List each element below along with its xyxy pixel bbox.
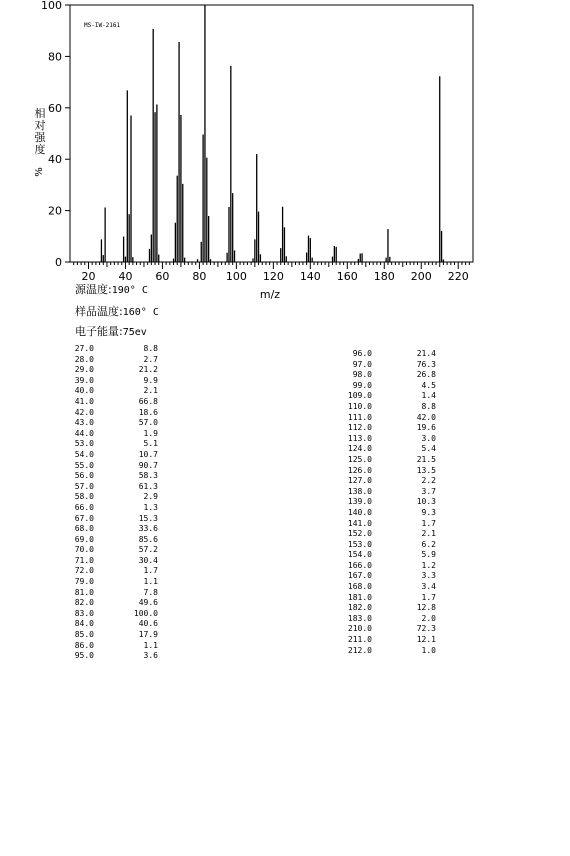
peak-intensity: 1.7 [421,592,436,602]
peak-intensity: 10.7 [138,449,158,459]
peak-mz: 43.0 [74,418,94,428]
peak-row [332,508,436,519]
peak-mz: 70.0 [74,545,94,555]
y-axis-label-text [33,108,47,156]
peak-mz: 82.0 [74,598,94,608]
peak-intensity: 3.0 [421,433,436,443]
peak-intensity: 2.0 [421,613,436,623]
peak-mz: 97.0 [352,359,372,369]
peak-row [332,349,436,360]
peak-row [332,624,436,635]
peak-intensity: 61.3 [138,481,158,491]
peak-row [332,476,436,487]
peak-row [54,641,158,652]
peak-mz: 111.0 [347,412,372,422]
peak-mz: 67.0 [74,513,94,523]
peak-mz: 71.0 [74,555,94,565]
peak-intensity: 7.8 [143,587,158,597]
peak-intensity: 1.3 [143,502,158,512]
electron-energy-label: 电子能量: [75,325,123,338]
peak-mz: 29.0 [74,365,94,375]
peak-intensity: 3.3 [421,571,436,581]
peak-intensity: 6.2 [421,539,436,549]
peak-row [54,514,158,525]
source-temperature-value: 190° C [111,285,148,296]
peak-row [332,519,436,530]
sample-temperature [75,303,159,319]
peak-row [332,444,436,455]
peak-mz: 69.0 [74,534,94,544]
peak-intensity: 12.8 [416,603,436,613]
x-tick-label: 20 [81,270,96,283]
spectrum-id: MS-IW-2161 [84,22,121,29]
peak-mz: 167.0 [347,571,372,581]
peak-intensity: 10.3 [416,497,436,507]
peak-intensity: 1.4 [421,391,436,401]
peak-row [332,646,436,657]
y-axis-label-char: 对 [34,119,46,132]
peak-intensity: 19.6 [416,423,436,433]
peak-intensity: 57.0 [138,418,158,428]
x-tick-label: 120 [262,270,284,283]
peak-row [54,588,158,599]
electron-energy-value: 75ev [122,327,147,338]
peak-intensity: 26.8 [416,370,436,380]
peak-mz: 55.0 [74,460,94,470]
peak-mz: 182.0 [347,603,372,613]
peak-intensity: 21.5 [416,454,436,464]
peak-row [332,413,436,424]
peak-intensity: 30.4 [138,555,158,565]
peak-mz: 81.0 [74,587,94,597]
peak-intensity: 33.6 [138,524,158,534]
peak-mz: 124.0 [347,444,372,454]
peak-mz: 83.0 [74,608,94,618]
peak-row [332,529,436,540]
peak-mz: 110.0 [347,401,372,411]
peak-mz: 166.0 [347,560,372,570]
peak-row [54,355,158,366]
peak-mz: 210.0 [347,624,372,634]
y-tick-label: 60 [48,101,62,115]
peak-intensity: 1.0 [421,645,436,655]
peak-row [54,386,158,397]
x-tick-label: 220 [447,270,469,283]
electron-energy [75,323,147,339]
peak-mz: 126.0 [347,465,372,475]
peak-intensity: 1.1 [143,577,158,587]
peak-table-right [332,349,436,656]
peak-row [332,391,436,402]
peak-row [54,566,158,577]
peak-intensity: 1.1 [143,640,158,650]
peak-intensity: 18.6 [138,407,158,417]
peak-intensity: 57.2 [138,545,158,555]
peak-row [54,609,158,620]
mass-spectrum-chart [0,0,570,300]
sample-temperature-value: 160° C [122,307,159,318]
y-tick-label: 20 [48,204,62,218]
peak-row [332,434,436,445]
peak-mz: 40.0 [74,386,94,396]
peak-mz: 57.0 [74,481,94,491]
peak-row [54,619,158,630]
x-tick-label: 80 [192,270,207,283]
y-tick-label: 0 [55,256,62,269]
x-axis-label: m/z [259,288,281,300]
peak-row [54,471,158,482]
peak-intensity: 1.7 [421,518,436,528]
peak-intensity: 100.0 [133,608,158,618]
peak-row [54,630,158,641]
peak-intensity: 2.2 [421,476,436,486]
peak-row [54,450,158,461]
peak-row [332,497,436,508]
peak-intensity: 8.8 [421,401,436,411]
peak-row [54,545,158,556]
y-axis-label-char: 度 [34,143,46,156]
peak-mz: 68.0 [74,524,94,534]
source-temperature [75,281,148,297]
peak-intensity: 21.2 [138,365,158,375]
peak-mz: 98.0 [352,370,372,380]
peak-mz: 72.0 [74,566,94,576]
x-tick-label: 200 [410,270,432,283]
peak-intensity: 3.6 [143,651,158,661]
peak-mz: 53.0 [74,439,94,449]
peak-row [332,360,436,371]
peak-intensity: 21.4 [416,349,436,358]
peak-mz: 212.0 [347,645,372,655]
peak-intensity: 13.5 [416,465,436,475]
peak-row [54,524,158,535]
peak-row [54,651,158,662]
peak-intensity: 5.9 [421,550,436,560]
peak-row [332,571,436,582]
y-axis-label [33,108,47,178]
peak-mz: 113.0 [347,433,372,443]
peak-mz: 96.0 [352,349,372,358]
peak-intensity: 2.9 [143,492,158,502]
peak-row [332,582,436,593]
peak-row [332,593,436,604]
peak-row [332,614,436,625]
x-tick-label: 160 [336,270,358,283]
peak-intensity: 42.0 [416,412,436,422]
peak-row [54,418,158,429]
x-tick-label: 40 [118,270,133,283]
peak-row [54,556,158,567]
peak-mz: 152.0 [347,529,372,539]
peak-intensity: 58.3 [138,471,158,481]
peak-mz: 183.0 [347,613,372,623]
peak-mz: 39.0 [74,375,94,385]
peak-row [54,429,158,440]
peak-row [54,535,158,546]
peak-row [332,370,436,381]
peak-mz: 84.0 [74,619,94,629]
peak-intensity: 66.8 [138,396,158,406]
peak-mz: 56.0 [74,471,94,481]
peak-row [54,503,158,514]
y-axis-label-char: 强 [34,131,46,144]
peak-intensity: 49.6 [138,598,158,608]
peak-mz: 181.0 [347,592,372,602]
y-axis-label-char: 相 [34,107,46,120]
peak-mz: 99.0 [352,380,372,390]
peak-mz: 140.0 [347,507,372,517]
x-tick-label: 100 [225,270,247,283]
peak-row [54,598,158,609]
peak-mz: 42.0 [74,407,94,417]
peak-mz: 112.0 [347,423,372,433]
peak-row [332,381,436,392]
peak-row [332,423,436,434]
peak-mz: 44.0 [74,428,94,438]
peak-row [54,344,158,355]
peak-row [332,487,436,498]
peak-row [332,603,436,614]
peak-row [332,540,436,551]
peak-intensity: 5.4 [421,444,436,454]
peak-row [54,376,158,387]
sample-temperature-label: 样品温度: [75,305,123,318]
peak-row [332,402,436,413]
peak-mz: 109.0 [347,391,372,401]
peak-mz: 95.0 [74,651,94,661]
peak-mz: 41.0 [74,396,94,406]
peak-intensity: 2.7 [143,354,158,364]
peak-mz: 58.0 [74,492,94,502]
peak-intensity: 5.1 [143,439,158,449]
peak-mz: 27.0 [74,344,94,353]
peak-row [54,439,158,450]
peak-intensity: 1.2 [421,560,436,570]
peak-intensity: 1.9 [143,428,158,438]
peak-mz: 85.0 [74,630,94,640]
peak-mz: 139.0 [347,497,372,507]
y-tick-label: 80 [48,50,62,64]
peak-mz: 127.0 [347,476,372,486]
peak-row [332,466,436,477]
peak-row [54,397,158,408]
peak-mz: 86.0 [74,640,94,650]
peak-intensity: 40.6 [138,619,158,629]
y-axis-unit: % [34,167,45,177]
peak-intensity: 85.6 [138,534,158,544]
peak-mz: 54.0 [74,449,94,459]
peak-mz: 125.0 [347,454,372,464]
peak-mz: 66.0 [74,502,94,512]
peak-intensity: 3.7 [421,486,436,496]
peak-row [54,577,158,588]
peak-intensity: 2.1 [421,529,436,539]
x-axis [74,262,470,283]
peak-row [332,455,436,466]
peak-mz: 138.0 [347,486,372,496]
peak-row [54,482,158,493]
peak-intensity: 9.9 [143,375,158,385]
peak-row [54,408,158,419]
peak-mz: 153.0 [347,539,372,549]
peak-intensity: 15.3 [138,513,158,523]
peak-intensity: 3.4 [421,582,436,592]
peak-intensity: 4.5 [421,380,436,390]
peak-row [54,461,158,472]
peak-intensity: 76.3 [416,359,436,369]
peak-intensity: 72.3 [416,624,436,634]
source-temperature-label: 源温度: [75,283,112,296]
peak-row [332,550,436,561]
peak-mz: 28.0 [74,354,94,364]
peak-mz: 154.0 [347,550,372,560]
peak-intensity: 90.7 [138,460,158,470]
peak-intensity: 9.3 [421,507,436,517]
peak-mz: 168.0 [347,582,372,592]
x-tick-label: 140 [299,270,321,283]
y-tick-label: 100 [41,0,62,12]
peak-intensity: 1.7 [143,566,158,576]
x-tick-label: 60 [155,270,170,283]
peak-row [54,365,158,376]
peak-intensity: 17.9 [138,630,158,640]
peak-row [54,492,158,503]
peak-table-left [54,344,158,662]
peak-mz: 141.0 [347,518,372,528]
peak-mz: 79.0 [74,577,94,587]
peak-row [332,561,436,572]
peak-row [332,635,436,646]
peak-intensity: 12.1 [416,635,436,645]
peak-intensity: 8.8 [143,344,158,353]
peak-bars [101,5,443,262]
x-tick-label: 180 [373,270,395,283]
peak-mz: 211.0 [347,635,372,645]
peak-intensity: 2.1 [143,386,158,396]
y-tick-label: 40 [48,153,62,167]
